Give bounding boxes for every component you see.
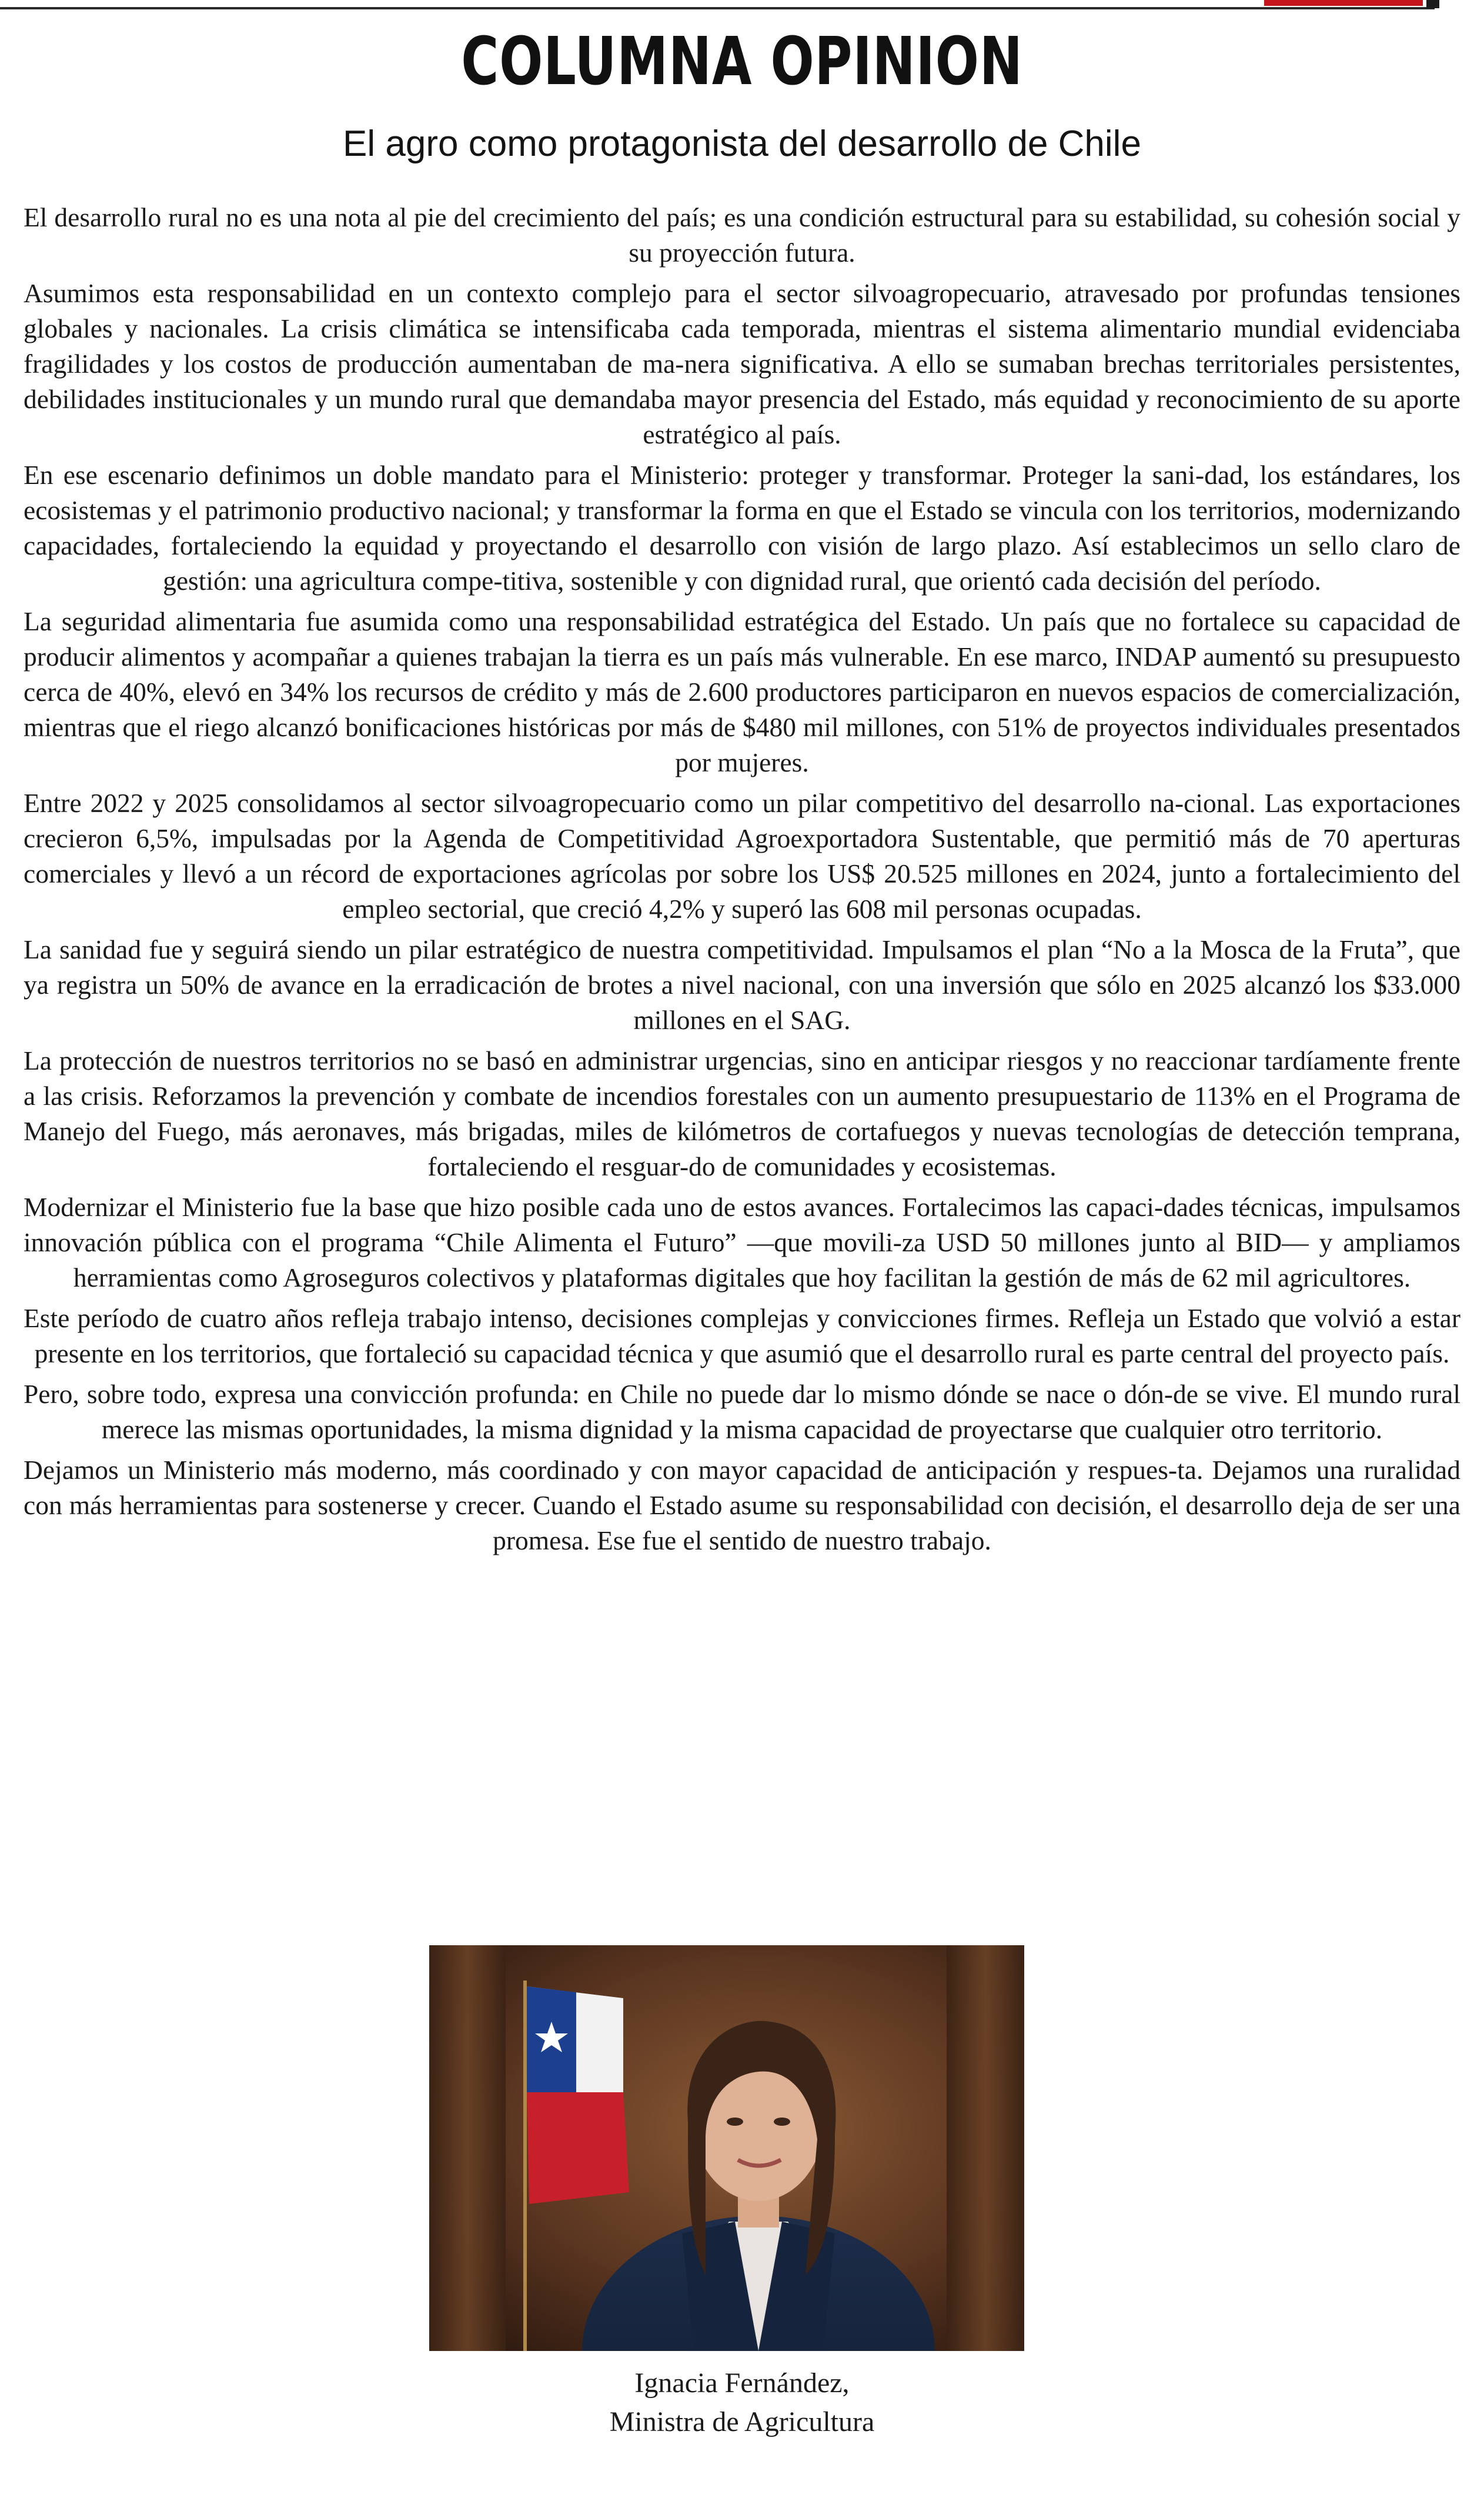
flag-red-field <box>527 2092 629 2204</box>
article-paragraph: Dejamos un Ministerio más moderno, más coordinado y con mayor capacidad de anticipación y respues-ta. Dejamos una ruralidad con más herramientas para sostenerse y crecer. Cuando el Estado asume su responsabilidad con decisión, el desarrollo deja de ser una promesa. Ese fue el sentido de nuestro trabajo. <box>24 1455 1460 1555</box>
article-paragraph: La sanidad fue y seguirá siendo un pilar estratégico de nuestra competitividad. Impulsamos el plan “No a la Mosca de la Fruta”, que ya registra un 50% de avance en la erradicación de brotes a nivel nacional, con una inversión que sólo en 2025 alcanzó los $33.000 millones en el SAG. <box>24 934 1460 1035</box>
author-role: Ministra de Agricultura <box>609 2406 875 2437</box>
article-paragraph: Entre 2022 y 2025 consolidamos al sector silvoagropecuario como un pilar competitivo del desarrollo na-cional. Las exportaciones crecieron 6,5%, impulsadas por la Agenda de Competitividad Agroexportadora Sustentable, que permitió más de 70 aperturas comerciales y llevó a un récord de exportaciones agrícolas por sobre los US$ 20.525 millones en 2024, junto a fortalecimiento del empleo sectorial, que creció 4,2% y superó las 608 mil personas ocupadas. <box>24 788 1460 924</box>
article-paragraph: La seguridad alimentaria fue asumida como una responsabilidad estratégica del Estado. Un país que no fortalece su capacidad de producir alimentos y acompañar a quienes trabajan la tierra es un país más vulnerable. En ese marco, INDAP aumentó su presupuesto cerca de 40%, elevó en 34% los recursos de crédito y más de 2.600 productores participaron en nuevos espacios de comercialización, mientras que el riego alcanzó bonificaciones históricas por más de $480 mil millones, con 51% de proyectos individuales presentados por mujeres. <box>24 606 1460 777</box>
article-paragraph: En ese escenario definimos un doble mandato para el Ministerio: proteger y transformar. Proteger la sani-dad, los estándares, los ecosistemas y el patrimonio productivo nacional; y transformar la forma en que el Estado se vincula con los territorios, modernizando capacidades, fortaleciendo la equidad y proyectando el desarrollo con visión de largo plazo. Así establecimos un sello claro de gestión: una agricultura compe-titiva, sostenible y con dignidad rural, que orientó cada decisión del período. <box>24 460 1460 596</box>
article-headline: El agro como protagonista del desarrollo de Chile <box>343 123 1141 164</box>
article-paragraph: La protección de nuestros territorios no se basó en administrar urgencias, sino en anticipar riesgos y no reaccionar tardíamente frente a las crisis. Reforzamos la prevención y combate de incendios forestales con un aumento presupuestario de 113% en el Programa de Manejo del Fuego, más aeronaves, más brigadas, miles de kilómetros de cortafuegos y nuevas tecnologías de detección temprana, fortaleciendo el resguar-do de comunidades y ecosistemas. <box>24 1046 1460 1181</box>
top-rule <box>0 7 1435 9</box>
article-paragraph: Modernizar el Ministerio fue la base que hizo posible cada uno de estos avances. Fortalecimos las capaci-dades técnicas, impulsamos innovación pública con el programa “Chile Alimenta el Futuro” —que movili-za USD 50 millones junto al BID— y ampliamos herramientas como Agroseguros colectivos y plataformas digitales que hoy facilitan la gestión de más de 62 mil agricultores. <box>24 1192 1460 1293</box>
top-accent-bar <box>1264 0 1423 6</box>
top-accent-block <box>1426 0 1439 8</box>
author-portrait-photo <box>429 1945 1024 2351</box>
author-name: Ignacia Fernández, <box>634 2367 850 2399</box>
article-body <box>24 200 1460 1564</box>
article-paragraph: Asumimos esta responsabilidad en un contexto complejo para el sector silvoagropecuario, atravesado por profundas tensiones globales y nacionales. La crisis climática se intensificaba cada temporada, mientras el sistema alimentario mundial evidenciaba fragilidades y los costos de producción aumentaban de ma-nera significativa. A ello se sumaban brechas territoriales persistentes, debilidades institucionales y un mundo rural que demandaba mayor presencia del Estado, más equidad y reconocimiento de su aporte estratégico al país. <box>24 278 1460 449</box>
author-portrait-illustration <box>429 1945 1024 2351</box>
flag-pole <box>523 1981 527 2351</box>
signature-block <box>0 2364 1484 2442</box>
article-paragraph: El desarrollo rural no es una nota al pie del crecimiento del país; es una condición estructural para su estabilidad, su cohesión social y su proyección futura. <box>24 202 1460 268</box>
article-paragraph: Este período de cuatro años refleja trabajo intenso, decisiones complejas y convicciones firmes. Refleja un Estado que volvió a estar presente en los territorios, que fortaleció su capacidad técnica y que asumió que el desarrollo rural es parte central del proyecto país. <box>24 1303 1460 1368</box>
section-title: COLUMNA OPINION <box>461 24 1023 100</box>
article-paragraph: Pero, sobre todo, expresa una convicción profunda: en Chile no puede dar lo mismo dónde se nace o dón-de se vive. El mundo rural merece las mismas oportunidades, la misma dignidad y la misma capacidad de proyectarse que cualquier otro territorio. <box>24 1379 1460 1444</box>
